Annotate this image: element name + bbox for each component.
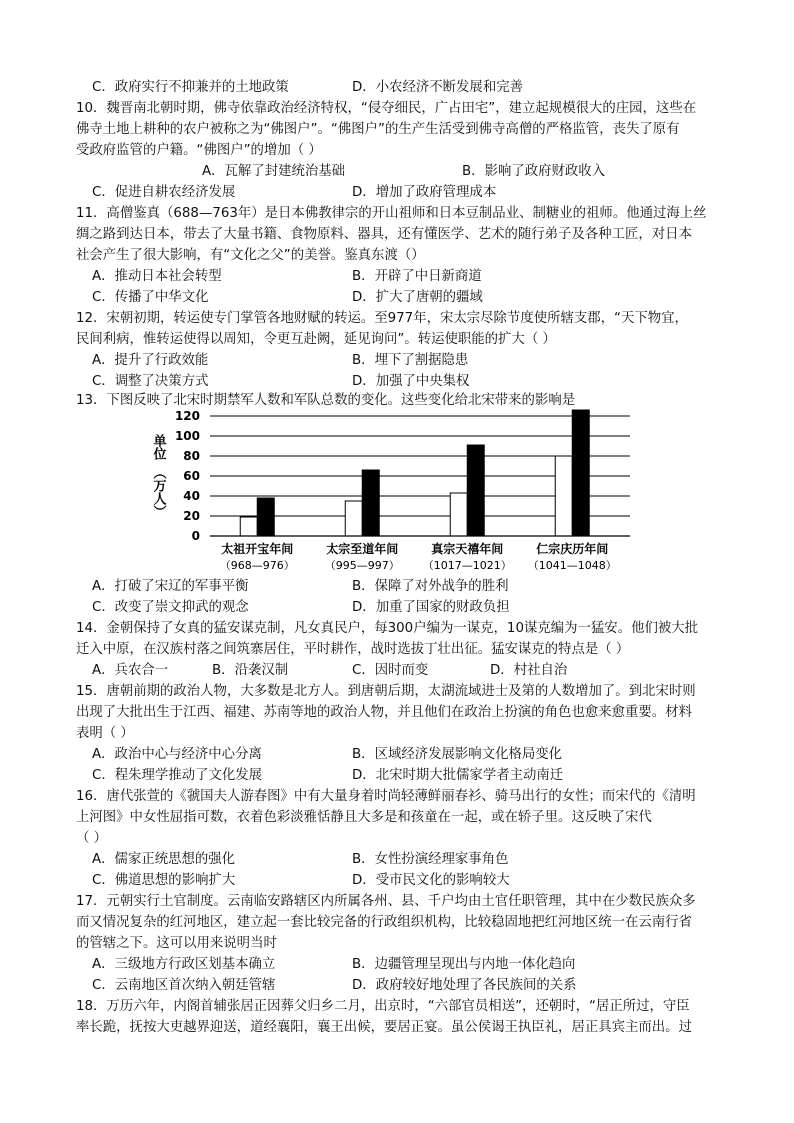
- q17-option-a[interactable]: A．三级地方行政区划基本确立: [92, 957, 276, 972]
- q14-option-d[interactable]: D．村社自治: [490, 663, 568, 678]
- q18-stem-line-2: 率长跪，抚按大吏越界迎送，道经襄阳，襄王出候，要居正宴。虽公侯谒王执臣礼，居正具宾主而出。过: [76, 1020, 692, 1035]
- x-tick-label: 太祖开宝年间: [221, 542, 294, 556]
- q10-option-d[interactable]: D．增加了政府管理成本: [352, 185, 497, 200]
- x-tick-label: 真宗天禧年间: [431, 542, 504, 556]
- q15-option-a[interactable]: A．政治中心与经济中心分离: [92, 747, 262, 762]
- q15-stem-line-1: 15．唐朝前期的政治人物，大多数是北方人。到唐朝后期，太湖流域进士及第的人数增加了。到北宋时则: [76, 684, 696, 699]
- q10-option-b[interactable]: B．影响了政府财政收入: [462, 164, 606, 179]
- x-period-label: （968—976）: [219, 559, 295, 572]
- y-tick-label: 80: [183, 449, 200, 463]
- q12-stem-line-2: 民间利病，惟转运使得以周知，令更互赴阙，延见询问”。转运使职能的扩大（ ）: [76, 332, 556, 347]
- q12-option-c[interactable]: C．调整了决策方式: [92, 374, 209, 389]
- x-tick-labels: [220, 541, 617, 572]
- q14-option-c[interactable]: C．因时而变: [352, 663, 429, 678]
- bars: [240, 410, 589, 536]
- q11-stem-line-3: 社会产生了很大影响，有“文化之父”的美誉。鉴真东渡（）: [76, 248, 425, 263]
- y-axis-label-unit: 单位: [150, 434, 166, 460]
- q13-stem: 13．下图反映了北宋时期禁军人数和军队总数的变化。这些变化给北宋带来的影响是: [76, 393, 576, 408]
- q11-option-a[interactable]: A．推动日本社会转型: [92, 269, 222, 284]
- bar-jinjun: [450, 493, 467, 536]
- q13-option-c[interactable]: C．改变了崇文抑武的观念: [92, 600, 249, 615]
- y-tick-label: 120: [174, 409, 200, 423]
- x-tick-label: 仁宗庆历年间: [536, 542, 609, 556]
- q12-option-a[interactable]: A．提升了行政效能: [92, 353, 209, 368]
- q16-option-c[interactable]: C．佛道思想的影响扩大: [92, 873, 236, 888]
- bar-jinjun: [345, 501, 362, 536]
- bar-jinjun: [240, 517, 257, 536]
- q14-option-b[interactable]: B．沿袭汉制: [212, 663, 289, 678]
- q17-stem-line-3: 的管辖之下。这可以用来说明当时: [76, 936, 277, 951]
- y-tick-labels: [175, 409, 200, 543]
- q17-option-c[interactable]: C．云南地区首次纳入朝廷管辖: [92, 978, 276, 993]
- q12-stem-line-1: 12．宋朝初期，转运使专门掌管各地财赋的转运。至977年，宋太宗尽除节度使所辖支郡，“天下物宜，: [76, 311, 688, 326]
- q16-stem-line-3: （ ）: [76, 831, 108, 846]
- q13-chart: [140, 404, 640, 574]
- y-tick-label: 60: [183, 469, 200, 483]
- q16-option-a[interactable]: A．儒家正统思想的强化: [92, 852, 236, 867]
- x-period-label: （1041—1048）: [527, 559, 617, 572]
- q15-stem-line-2: 出现了大批出生于江西、福建、苏南等地的政治人物，并且他们在政治上扮演的角色也愈来愈重要。材料: [76, 705, 692, 720]
- q9-option-d[interactable]: D．小农经济不断发展和完善: [352, 80, 523, 95]
- q9-option-c[interactable]: C．政府实行不抑兼并的土地政策: [92, 80, 289, 95]
- q10-stem-line-2: 佛寺土地上耕种的农户被称之为“佛图户”。“佛图户”的生产生活受到佛寺高僧的严格监管，丧失了原有: [76, 122, 680, 137]
- q16-stem-line-1: 16．唐代张萱的《虢国夫人游春图》中有大量身着时尚轻薄鲜丽春衫、骑马出行的女性；而宋代的《清明: [76, 789, 696, 804]
- bar-total: [362, 470, 379, 536]
- x-period-label: （1017—1021）: [422, 559, 512, 572]
- q15-option-c[interactable]: C．程朱理学推动了文化发展: [92, 768, 263, 783]
- q11-stem-line-1: 11．高僧鉴真（688—763年）是日本佛教律宗的开山祖师和日本豆制品业、制糖业的祖师。他通过海上丝: [76, 206, 707, 221]
- x-tick-label: 太宗至道年间: [326, 542, 399, 556]
- q10-option-a[interactable]: A．瓦解了封建统治基础: [202, 164, 346, 179]
- q14-stem-line-2: 迁入中原，在汉族村落之间筑寨居住，平时耕作，战时选拔丁壮出征。猛安谋克的特点是（ ）: [76, 642, 630, 657]
- bar-total: [572, 410, 589, 536]
- q17-option-b[interactable]: B．边疆管理呈现出与内地一体化趋向: [352, 957, 576, 972]
- q16-stem-line-2: 上河图》中女性屈指可数，衣着色彩淡雅恬静且大多是和孩童在一起，或在轿子里。这反映了宋代: [76, 810, 652, 825]
- y-tick-label: 100: [174, 429, 200, 443]
- q16-option-d[interactable]: D．受市民文化的影响较大: [352, 873, 510, 888]
- q11-option-c[interactable]: C．传播了中华文化: [92, 290, 209, 305]
- bar-total: [467, 445, 484, 536]
- bar-total: [257, 498, 274, 536]
- y-tick-label: 20: [183, 509, 200, 523]
- q18-stem-line-1: 18．万历六年，内阁首辅张居正因葬父归乡二月，出京时，“六部官员相送”，还朝时，“居正所过，守臣: [76, 999, 690, 1014]
- y-axis-label-group: [151, 433, 168, 518]
- q12-option-b[interactable]: B．埋下了割据隐患: [352, 353, 469, 368]
- bar-jinjun: [555, 456, 572, 536]
- q17-stem-line-2: 而又情况复杂的红河地区，建立起一套比较完备的行政组织机构，比较稳固地把红河地区统一在云南行省: [76, 915, 692, 930]
- q11-option-b[interactable]: B．开辟了中日新商道: [352, 269, 482, 284]
- q15-stem-line-3: 表明（ ）: [76, 726, 134, 741]
- bar-chart: [140, 404, 640, 574]
- q15-option-d[interactable]: D．北宋时期大批儒家学者主动南迁: [352, 768, 564, 783]
- q12-option-d[interactable]: D．加强了中央集权: [352, 374, 470, 389]
- q10-stem-line-1: 10．魏晋南北朝时期，佛寺依靠政治经济特权，“侵夺细民，广占田宅”，建立起规模很大的庄园，这些在: [76, 101, 697, 116]
- q15-option-b[interactable]: B．区域经济发展影响文化格局变化: [352, 747, 563, 762]
- q11-stem-line-2: 绸之路到达日本，带去了大量书籍、食物原料、器具，还有懂医学、艺术的随行弟子及各种工匠，对日本: [76, 227, 692, 242]
- q16-option-b[interactable]: B．女性扮演经理家事角色: [352, 852, 509, 867]
- q10-stem-line-3: 受政府监管的户籍。“佛图户”的增加（ ）: [76, 143, 322, 158]
- q14-option-a[interactable]: A．兵农合一: [92, 663, 169, 678]
- q17-option-d[interactable]: D．政府较好地处理了各民族间的关系: [352, 978, 577, 993]
- q13-option-b[interactable]: B．保障了对外战争的胜利: [352, 579, 509, 594]
- y-axis-label-rest: （万人）: [150, 466, 166, 518]
- y-tick-label: 0: [191, 529, 200, 543]
- q10-option-c[interactable]: C．促进自耕农经济发展: [92, 185, 236, 200]
- q17-stem-line-1: 17．元朝实行土官制度。云南临安路辖区内所属各州、县、千户均由土官任职管理，其中在少数民族众多: [76, 894, 696, 909]
- q11-option-d[interactable]: D．扩大了唐朝的疆域: [352, 290, 483, 305]
- y-tick-label: 40: [183, 489, 200, 503]
- q14-stem-line-1: 14．金朝保持了女真的猛安谋克制，凡女真民户，每300户编为一谋克，10谋克编为一猛安。他们被大批: [76, 621, 699, 636]
- x-period-label: （995—997）: [324, 559, 400, 572]
- q13-option-a[interactable]: A．打破了宋辽的军事平衡: [92, 579, 249, 594]
- q13-option-d[interactable]: D．加重了国家的财政负担: [352, 600, 510, 615]
